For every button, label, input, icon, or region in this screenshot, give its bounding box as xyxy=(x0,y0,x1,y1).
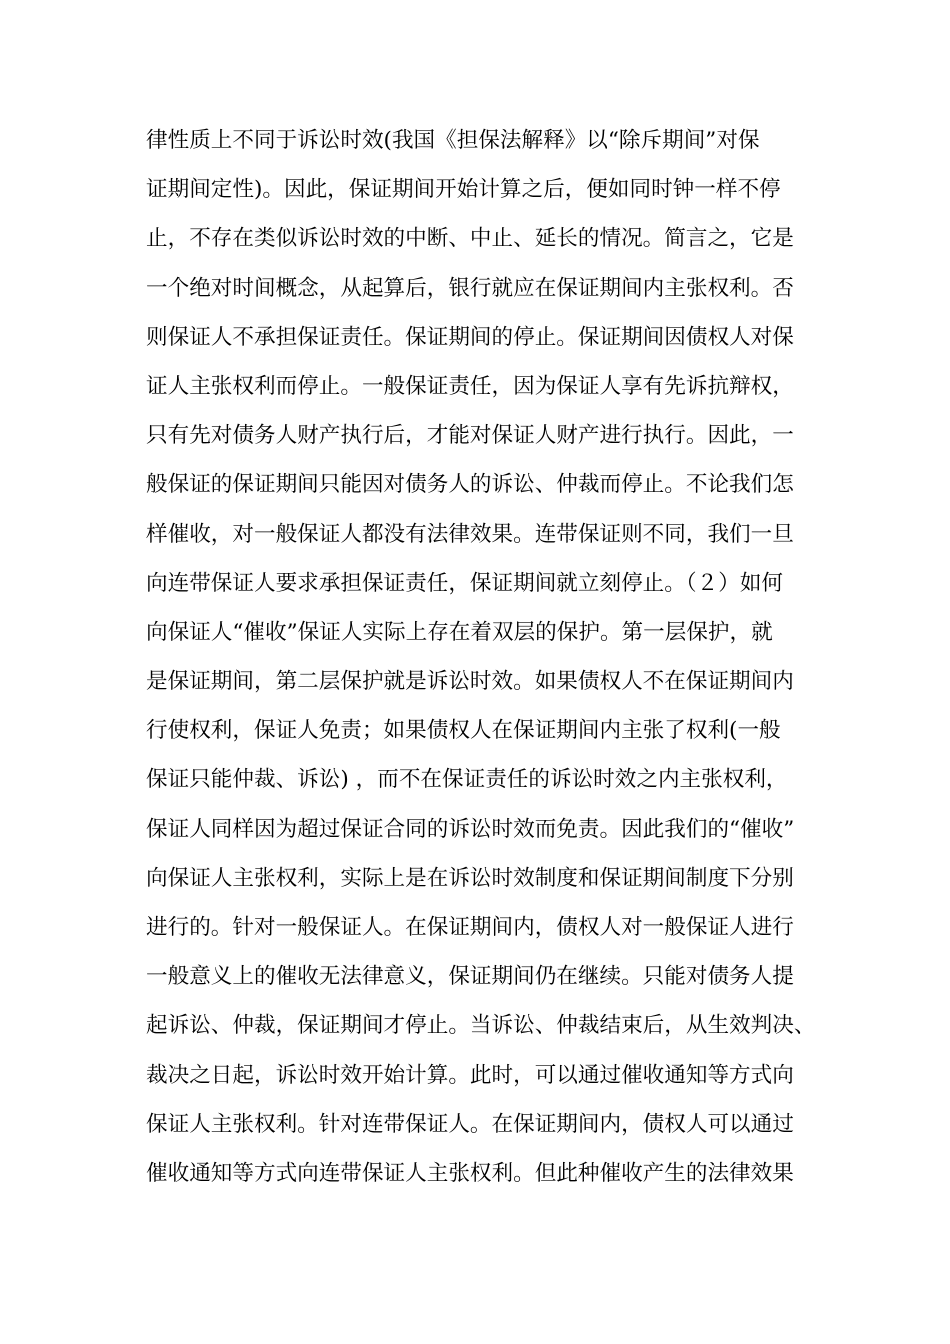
text-line-10: 向连带保证人要求承担保证责任，保证期间就立刻停止。（２）如何 xyxy=(146,570,784,596)
body-paragraph xyxy=(146,116,816,1198)
text-line-14: 保证只能仲裁、诉讼) ，而不在保证责任的诉讼时效之内主张权利， xyxy=(146,767,788,793)
text-line-3: 止，不存在类似诉讼时效的中断、中止、延长的情况。简言之，它是 xyxy=(146,226,794,252)
text-line-19: 起诉讼、仲裁，保证期间才停止。当诉讼、仲裁结束后，从生效判决、 xyxy=(146,1013,816,1039)
text-line-17: 进行的。针对一般保证人。在保证期间内，债权人对一般保证人进行 xyxy=(146,915,794,940)
text-line-13: 行使权利，保证人免责；如果债权人在保证期间内主张了权利(一般 xyxy=(146,718,781,744)
text-line-11: 向保证人“催收”保证人实际上存在着双层的保护。第一层保护，就 xyxy=(146,619,773,645)
text-line-16: 向保证人主张权利，实际上是在诉讼时效制度和保证期间制度下分别 xyxy=(146,865,794,891)
text-line-20: 裁决之日起，诉讼时效开始计算。此时，可以通过催收通知等方式向 xyxy=(146,1062,794,1088)
text-line-1: 律性质上不同于诉讼时效(我国《担保法解释》以“除斥期间”对保 xyxy=(146,128,760,153)
text-line-5: 则保证人不承担保证责任。保证期间的停止。保证期间因债权人对保 xyxy=(146,324,794,350)
text-line-7: 只有先对债务人财产执行后，才能对保证人财产进行执行。因此，一 xyxy=(146,423,794,449)
text-line-22: 催收通知等方式向连带保证人主张权利。但此种催收产生的法律效果 xyxy=(146,1160,794,1186)
text-line-18: 一般意义上的催收无法律意义，保证期间仍在继续。只能对债务人提 xyxy=(146,964,794,990)
text-line-8: 般保证的保证期间只能因对债务人的诉讼、仲裁而停止。不论我们怎 xyxy=(146,472,794,498)
text-line-12: 是保证期间，第二层保护就是诉讼时效。如果债权人不在保证期间内 xyxy=(146,669,794,695)
text-line-21: 保证人主张权利。针对连带保证人。在保证期间内，债权人可以通过 xyxy=(146,1111,794,1137)
text-line-6: 证人主张权利而停止。一般保证责任，因为保证人享有先诉抗辩权， xyxy=(146,373,794,399)
text-line-9: 样催收，对一般保证人都没有法律效果。连带保证则不同，我们一旦 xyxy=(146,521,794,547)
text-line-4: 一个绝对时间概念，从起算后，银行就应在保证期间内主张权利。否 xyxy=(146,275,794,301)
text-line-15: 保证人同样因为超过保证合同的诉讼时效而免责。因此我们的“催收” xyxy=(146,816,795,842)
text-line-2: 证期间定性)。因此，保证期间开始计算之后，便如同时钟一样不停 xyxy=(146,177,781,203)
